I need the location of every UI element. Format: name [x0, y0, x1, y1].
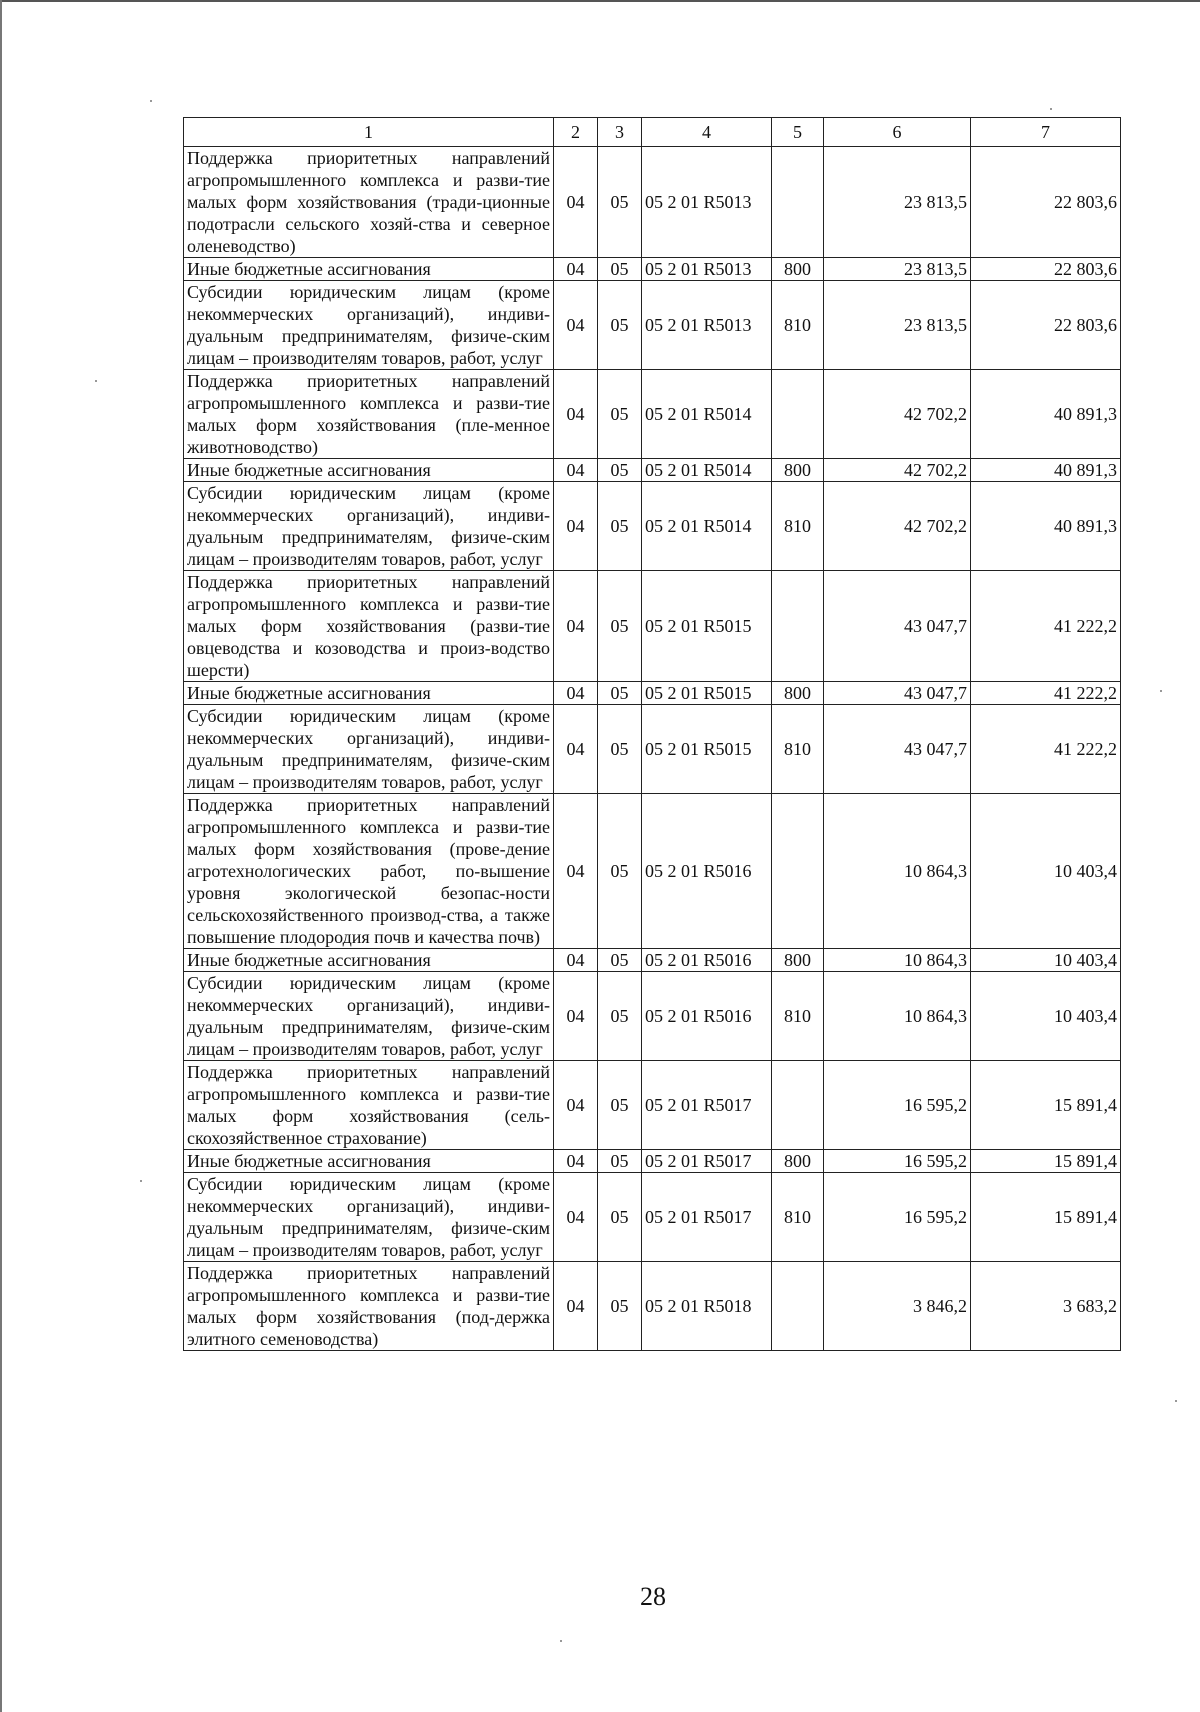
section-cell: 04 — [554, 571, 598, 682]
amount-year1-cell: 42 702,2 — [824, 482, 971, 571]
row-name-cell: Субсидии юридическим лицам (кроме некоммерческих организаций), индиви-дуальным предпринимателям, физиче-ским лицам – производителям товаров, работ, услуг — [184, 705, 554, 794]
amount-year1-cell: 3 846,2 — [824, 1262, 971, 1351]
target-article-cell: 05 2 01 R5017 — [642, 1061, 772, 1150]
expense-type-cell — [772, 794, 824, 949]
row-name-cell: Субсидии юридическим лицам (кроме некоммерческих организаций), индиви-дуальным предпринимателям, физиче-ским лицам – производителям товаров, работ, услуг — [184, 281, 554, 370]
target-article-cell: 05 2 01 R5014 — [642, 370, 772, 459]
row-name-cell: Иные бюджетные ассигнования — [184, 258, 554, 281]
table-row — [184, 459, 1121, 482]
subsection-cell: 05 — [598, 571, 642, 682]
table-header-row — [184, 118, 1121, 147]
expense-type-cell: 810 — [772, 281, 824, 370]
amount-year2-cell: 22 803,6 — [971, 258, 1121, 281]
page-number: 28 — [640, 1582, 666, 1611]
amount-year1-cell: 42 702,2 — [824, 459, 971, 482]
amount-year1-cell: 16 595,2 — [824, 1061, 971, 1150]
amount-year2-cell: 3 683,2 — [971, 1262, 1121, 1351]
subsection-cell: 05 — [598, 705, 642, 794]
section-cell: 04 — [554, 370, 598, 459]
target-article-cell: 05 2 01 R5015 — [642, 571, 772, 682]
target-article-cell: 05 2 01 R5013 — [642, 281, 772, 370]
target-article-cell: 05 2 01 R5014 — [642, 459, 772, 482]
row-name-cell: Иные бюджетные ассигнования — [184, 1150, 554, 1173]
subsection-cell: 05 — [598, 482, 642, 571]
amount-year1-cell: 16 595,2 — [824, 1150, 971, 1173]
amount-year1-cell: 23 813,5 — [824, 258, 971, 281]
table-row — [184, 147, 1121, 258]
amount-year2-cell: 15 891,4 — [971, 1173, 1121, 1262]
subsection-cell: 05 — [598, 949, 642, 972]
subsection-cell: 05 — [598, 258, 642, 281]
amount-year1-cell: 42 702,2 — [824, 370, 971, 459]
amount-year2-cell: 40 891,3 — [971, 482, 1121, 571]
target-article-cell: 05 2 01 R5015 — [642, 705, 772, 794]
target-article-cell: 05 2 01 R5018 — [642, 1262, 772, 1351]
row-name-cell: Субсидии юридическим лицам (кроме некоммерческих организаций), индиви-дуальным предпринимателям, физиче-ским лицам – производителям товаров, работ, услуг — [184, 1173, 554, 1262]
expense-type-cell — [772, 571, 824, 682]
expense-type-cell: 800 — [772, 1150, 824, 1173]
subsection-cell: 05 — [598, 281, 642, 370]
expense-type-cell — [772, 147, 824, 258]
expense-type-cell: 810 — [772, 482, 824, 571]
column-header-2: 2 — [554, 118, 598, 147]
scan-speck — [95, 380, 97, 382]
subsection-cell: 05 — [598, 1150, 642, 1173]
row-name-cell: Поддержка приоритетных направлений агропромышленного комплекса и разви-тие малых форм хозяйствования (сель-скохозяйственное страхование) — [184, 1061, 554, 1150]
scan-speck — [150, 100, 152, 102]
scan-speck — [1175, 1400, 1177, 1402]
amount-year2-cell: 40 891,3 — [971, 459, 1121, 482]
section-cell: 04 — [554, 281, 598, 370]
amount-year1-cell: 10 864,3 — [824, 794, 971, 949]
expense-type-cell — [772, 1262, 824, 1351]
section-cell: 04 — [554, 482, 598, 571]
table-row — [184, 705, 1121, 794]
expense-type-cell: 800 — [772, 949, 824, 972]
subsection-cell: 05 — [598, 147, 642, 258]
amount-year2-cell: 15 891,4 — [971, 1150, 1121, 1173]
table-row — [184, 1061, 1121, 1150]
table-row — [184, 1173, 1121, 1262]
expense-type-cell: 800 — [772, 459, 824, 482]
table-row — [184, 972, 1121, 1061]
amount-year1-cell: 16 595,2 — [824, 1173, 971, 1262]
amount-year2-cell: 22 803,6 — [971, 281, 1121, 370]
subsection-cell: 05 — [598, 1061, 642, 1150]
scan-speck — [1160, 690, 1162, 692]
row-name-cell: Поддержка приоритетных направлений агропромышленного комплекса и разви-тие малых форм хозяйствования (пле-менное животноводство) — [184, 370, 554, 459]
section-cell: 04 — [554, 258, 598, 281]
section-cell: 04 — [554, 1173, 598, 1262]
scan-edge-left — [0, 0, 2, 1712]
amount-year2-cell: 22 803,6 — [971, 147, 1121, 258]
table-row — [184, 482, 1121, 571]
subsection-cell: 05 — [598, 972, 642, 1061]
target-article-cell: 05 2 01 R5016 — [642, 972, 772, 1061]
target-article-cell: 05 2 01 R5015 — [642, 682, 772, 705]
row-name-cell: Иные бюджетные ассигнования — [184, 459, 554, 482]
amount-year2-cell: 15 891,4 — [971, 1061, 1121, 1150]
scan-speck — [140, 1180, 142, 1182]
subsection-cell: 05 — [598, 794, 642, 949]
table-row — [184, 949, 1121, 972]
subsection-cell: 05 — [598, 682, 642, 705]
section-cell: 04 — [554, 972, 598, 1061]
amount-year2-cell: 10 403,4 — [971, 794, 1121, 949]
amount-year2-cell: 41 222,2 — [971, 571, 1121, 682]
section-cell: 04 — [554, 1061, 598, 1150]
row-name-cell: Поддержка приоритетных направлений агропромышленного комплекса и разви-тие малых форм хозяйствования (тради-ционные подотрасли сельского хозяй-ства и северное оленеводство) — [184, 147, 554, 258]
expense-type-cell: 810 — [772, 705, 824, 794]
section-cell: 04 — [554, 794, 598, 949]
subsection-cell: 05 — [598, 370, 642, 459]
amount-year1-cell: 23 813,5 — [824, 281, 971, 370]
expense-type-cell: 810 — [772, 972, 824, 1061]
target-article-cell: 05 2 01 R5016 — [642, 794, 772, 949]
section-cell: 04 — [554, 1262, 598, 1351]
amount-year1-cell: 23 813,5 — [824, 147, 971, 258]
column-header-1: 1 — [184, 118, 554, 147]
subsection-cell: 05 — [598, 1262, 642, 1351]
expense-type-cell — [772, 1061, 824, 1150]
target-article-cell: 05 2 01 R5014 — [642, 482, 772, 571]
row-name-cell: Поддержка приоритетных направлений агропромышленного комплекса и разви-тие малых форм хозяйствования (под-держка элитного семеноводства) — [184, 1262, 554, 1351]
column-header-5: 5 — [772, 118, 824, 147]
scan-edge-top — [0, 0, 1200, 2]
amount-year2-cell: 40 891,3 — [971, 370, 1121, 459]
column-header-7: 7 — [971, 118, 1121, 147]
amount-year2-cell: 10 403,4 — [971, 972, 1121, 1061]
table-row — [184, 1150, 1121, 1173]
section-cell: 04 — [554, 682, 598, 705]
table-row — [184, 258, 1121, 281]
section-cell: 04 — [554, 949, 598, 972]
amount-year1-cell: 10 864,3 — [824, 972, 971, 1061]
table-row — [184, 794, 1121, 949]
row-name-cell: Иные бюджетные ассигнования — [184, 682, 554, 705]
amount-year2-cell: 41 222,2 — [971, 682, 1121, 705]
row-name-cell: Поддержка приоритетных направлений агропромышленного комплекса и разви-тие малых форм хозяйствования (прове-дение агротехнологических работ, по-вышение уровня экологической безопас-ности сельскохозяйственного производ-ства, а также повышение плодородия почв и качества почв) — [184, 794, 554, 949]
table-row — [184, 571, 1121, 682]
section-cell: 04 — [554, 1150, 598, 1173]
target-article-cell: 05 2 01 R5013 — [642, 258, 772, 281]
row-name-cell: Субсидии юридическим лицам (кроме некоммерческих организаций), индиви-дуальным предпринимателям, физиче-ским лицам – производителям товаров, работ, услуг — [184, 972, 554, 1061]
target-article-cell: 05 2 01 R5016 — [642, 949, 772, 972]
amount-year1-cell: 10 864,3 — [824, 949, 971, 972]
row-name-cell: Иные бюджетные ассигнования — [184, 949, 554, 972]
row-name-cell: Поддержка приоритетных направлений агропромышленного комплекса и разви-тие малых форм хозяйствования (разви-тие овцеводства и козоводства и произ-водство шерсти) — [184, 571, 554, 682]
subsection-cell: 05 — [598, 1173, 642, 1262]
amount-year1-cell: 43 047,7 — [824, 705, 971, 794]
column-header-4: 4 — [642, 118, 772, 147]
column-header-6: 6 — [824, 118, 971, 147]
scan-speck — [560, 1640, 562, 1642]
expense-type-cell — [772, 370, 824, 459]
target-article-cell: 05 2 01 R5017 — [642, 1173, 772, 1262]
table-row — [184, 370, 1121, 459]
amount-year2-cell: 41 222,2 — [971, 705, 1121, 794]
subsection-cell: 05 — [598, 459, 642, 482]
amount-year2-cell: 10 403,4 — [971, 949, 1121, 972]
section-cell: 04 — [554, 705, 598, 794]
section-cell: 04 — [554, 459, 598, 482]
amount-year1-cell: 43 047,7 — [824, 571, 971, 682]
expense-type-cell: 800 — [772, 258, 824, 281]
column-header-3: 3 — [598, 118, 642, 147]
table-row — [184, 1262, 1121, 1351]
table-row — [184, 682, 1121, 705]
budget-table — [183, 117, 1121, 1351]
target-article-cell: 05 2 01 R5017 — [642, 1150, 772, 1173]
expense-type-cell: 800 — [772, 682, 824, 705]
row-name-cell: Субсидии юридическим лицам (кроме некоммерческих организаций), индиви-дуальным предпринимателям, физиче-ским лицам – производителям товаров, работ, услуг — [184, 482, 554, 571]
amount-year1-cell: 43 047,7 — [824, 682, 971, 705]
expense-type-cell: 810 — [772, 1173, 824, 1262]
target-article-cell: 05 2 01 R5013 — [642, 147, 772, 258]
section-cell: 04 — [554, 147, 598, 258]
table-row — [184, 281, 1121, 370]
scan-speck — [1050, 108, 1052, 110]
